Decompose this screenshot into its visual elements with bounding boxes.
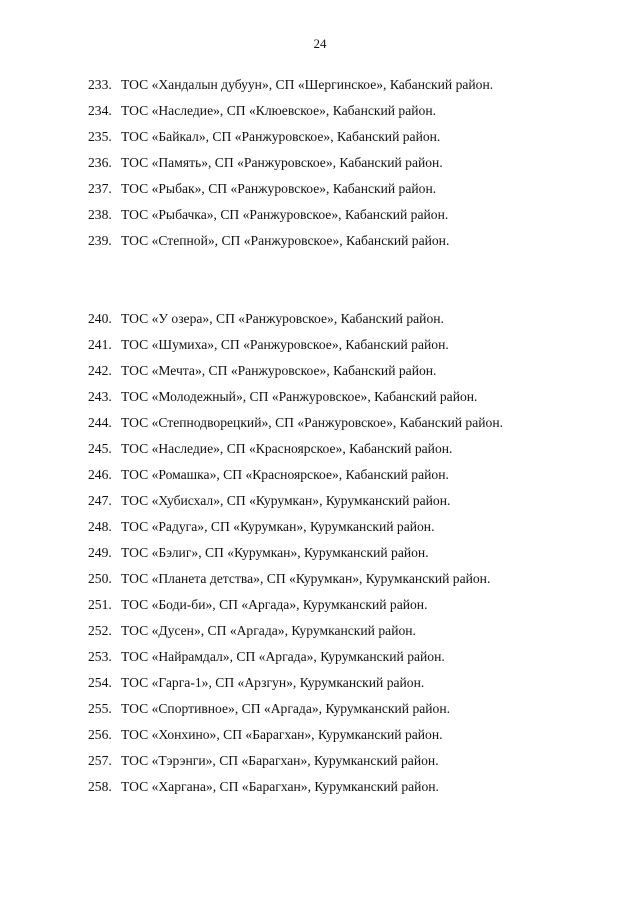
item-text: ТОС «Радуга», СП «Курумкан», Курумканский район. (121, 519, 435, 534)
item-number: 236. (88, 155, 112, 170)
item-number: 235. (88, 129, 112, 144)
list-item (88, 127, 628, 153)
item-number: 250. (88, 571, 112, 586)
list-item (88, 751, 628, 777)
item-text: ТОС «Память», СП «Ранжуровское», Кабанский район. (121, 155, 443, 170)
list-item (88, 569, 628, 595)
item-number: 257. (88, 753, 112, 768)
item-number: 242. (88, 363, 112, 378)
item-text: ТОС «Тэрэнги», СП «Барагхан», Курумканский район. (121, 753, 439, 768)
list-item (88, 413, 628, 439)
item-text: ТОС «Мечта», СП «Ранжуровское», Кабанский район. (121, 363, 437, 378)
list-item (88, 621, 628, 647)
list-item (88, 309, 628, 335)
item-number: 240. (88, 311, 112, 326)
item-number: 252. (88, 623, 112, 638)
item-number: 233. (88, 77, 112, 92)
tos-list-section-a (88, 75, 628, 257)
item-number: 246. (88, 467, 112, 482)
item-number: 239. (88, 233, 112, 248)
item-text: ТОС «Бэлиг», СП «Курумкан», Курумканский район. (121, 545, 429, 560)
page-number: 24 (313, 36, 327, 51)
list-item (88, 153, 628, 179)
item-number: 247. (88, 493, 112, 508)
item-number: 243. (88, 389, 112, 404)
item-number: 255. (88, 701, 112, 716)
item-text: ТОС «Гарга-1», СП «Арзгун», Курумканский район. (121, 675, 425, 690)
item-text: ТОС «Степной», СП «Ранжуровское», Кабанский район. (121, 233, 450, 248)
item-text: ТОС «Харгана», СП «Барагхан», Курумканский район. (121, 779, 439, 794)
item-number: 241. (88, 337, 112, 352)
list-item (88, 439, 628, 465)
item-text: ТОС «Степнодворецкий», СП «Ранжуровское», Кабанский район. (121, 415, 503, 430)
item-text: ТОС «Байкал», СП «Ранжуровское», Кабанский район. (121, 129, 441, 144)
list-item (88, 387, 628, 413)
item-number: 238. (88, 207, 112, 222)
item-number: 258. (88, 779, 112, 794)
list-item (88, 777, 628, 803)
list-item (88, 179, 628, 205)
list-item (88, 517, 628, 543)
item-text: ТОС «Молодежный», СП «Ранжуровское», Кабанский район. (121, 389, 478, 404)
tos-list-section-b (88, 309, 628, 803)
item-text: ТОС «Наследие», СП «Клюевское», Кабанский район. (121, 103, 437, 118)
item-text: ТОС «Планета детства», СП «Курумкан», Курумканский район. (121, 571, 491, 586)
item-number: 237. (88, 181, 112, 196)
item-text: ТОС «Найрамдал», СП «Аргада», Курумканский район. (121, 649, 445, 664)
item-text: ТОС «Хандалын дубуун», СП «Шергинское», Кабанский район. (121, 77, 494, 92)
item-number: 249. (88, 545, 112, 560)
list-item (88, 205, 628, 231)
list-item (88, 595, 628, 621)
item-text: ТОС «Ромашка», СП «Красноярское», Кабанский район. (121, 467, 449, 482)
list-item (88, 543, 628, 569)
item-number: 254. (88, 675, 112, 690)
item-text: ТОС «Боди-би», СП «Аргада», Курумканский район. (121, 597, 428, 612)
item-number: 256. (88, 727, 112, 742)
list-item (88, 647, 628, 673)
item-number: 253. (88, 649, 112, 664)
item-number: 244. (88, 415, 112, 430)
list-item (88, 335, 628, 361)
item-text: ТОС «Шумиха», СП «Ранжуровское», Кабанский район. (121, 337, 449, 352)
item-text: ТОС «Хубисхал», СП «Курумкан», Курумканский район. (121, 493, 451, 508)
item-text: ТОС «Рыбачка», СП «Ранжуровское», Кабанский район. (121, 207, 449, 222)
item-text: ТОС «Хонхино», СП «Барагхан», Курумканский район. (121, 727, 443, 742)
list-item (88, 465, 628, 491)
list-item (88, 699, 628, 725)
item-text: ТОС «Дусен», СП «Аргада», Курумканский район. (121, 623, 416, 638)
item-text: ТОС «У озера», СП «Ранжуровское», Кабанский район. (121, 311, 444, 326)
list-item (88, 75, 628, 101)
item-number: 251. (88, 597, 112, 612)
item-number: 234. (88, 103, 112, 118)
list-item (88, 231, 628, 257)
item-text: ТОС «Наследие», СП «Красноярское», Кабанский район. (121, 441, 453, 456)
item-number: 245. (88, 441, 112, 456)
list-item (88, 101, 628, 127)
list-item (88, 725, 628, 751)
list-item (88, 673, 628, 699)
item-text: ТОС «Рыбак», СП «Ранжуровское», Кабанский район. (121, 181, 437, 196)
item-number: 248. (88, 519, 112, 534)
list-item (88, 491, 628, 517)
list-item (88, 361, 628, 387)
item-text: ТОС «Спортивное», СП «Аргада», Курумканский район. (121, 701, 451, 716)
